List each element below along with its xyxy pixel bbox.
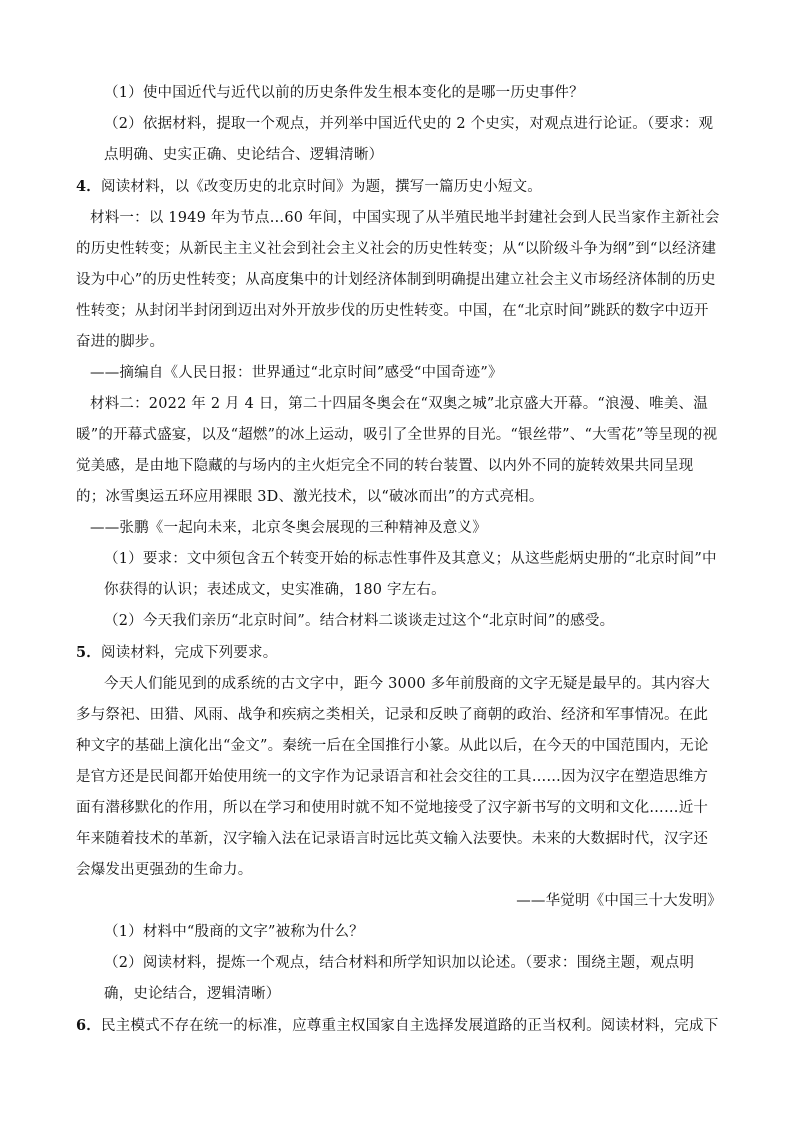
q3-sub1: （1）使中国近代与近代以前的历史条件发生根本变化的是哪一历史事件？ <box>104 85 584 101</box>
q4-stem-text: 阅读材料，以《改变历史的北京时间》为题，撰写一篇历史小短文。 <box>101 179 542 195</box>
q5-sub2: （2）阅读材料，提炼一个观点，结合材料和所学知识加以论述。（要求：围绕主题，观点明确，史论结合，逻辑清晰） <box>104 955 695 1002</box>
q4-sub2: （2）今天我们亲历“北京时间”。结合材料二谈谈走过这个“北京时间”的感受。 <box>104 613 615 629</box>
q4-source2: ——张鹏《一起向未来，北京冬奥会展现的三种精神及意义》 <box>90 520 487 536</box>
q5-source: ——华觉明《中国三十大发明》 <box>516 893 722 909</box>
q4-source1: ——摘编自《人民日报：世界通过“北京时间”感受“中国奇迹”》 <box>90 365 503 381</box>
q5-number: 5． <box>76 644 101 661</box>
q5-stem-text: 阅读材料，完成下列要求。 <box>101 645 278 661</box>
q5-material: 今天人们能见到的成系统的古文字中，距今 3000 多年前殷商的文字无疑是最早的。其内容大多与祭祀、田猎、风雨、战争和疾病之类相关，记录和反映了商朝的政治、经济和军事情况。在此种文字的基础上演化出“金文”。秦统一后在全国推行小篆。从此以后，在今天的中国范围内，无论是官方还是民间都开始使用统一的文字作为记录语言和社会交往的工具……因为汉字在塑造思维方面有潜移默化的作用，所以在学习和使用时就不知不觉地接受了汉字新书写的文明和文化……近十年来随着技术的革新，汉字输入法在记录语言时远比英文输入法要快。未来的大数据时代，汉字还会爆发出更强劲的生命力。 <box>76 676 710 878</box>
q4-sub1: （1）要求：文中须包含五个转变开始的标志性事件及其意义；从这些彪炳史册的“北京时间”中你获得的认识；表述成文，史实准确，180 字左右。 <box>104 551 717 598</box>
q3-sub2: （2）依据材料，提取一个观点，并列举中国近代史的 2 个史实，对观点进行论证。（要求：观点明确、史实正确、史论结合、逻辑清晰） <box>104 116 714 163</box>
q5-sub1: （1）材料中“殷商的文字”被称为什么？ <box>104 924 364 940</box>
q6-stem-text: 民主模式不存在统一的标准，应尊重主权国家自主选择发展道路的正当权利。阅读材料，完成下 <box>101 1018 719 1034</box>
q4-stem <box>76 171 722 203</box>
q6-stem <box>76 1010 722 1042</box>
q5-stem <box>76 637 722 669</box>
q4-material2: 材料二：2022 年 2 月 4 日，第二十四届冬奥会在“双奥之城”北京盛大开幕。“浪漫、唯美、温暖”的开幕式盛宴，以及“超燃”的冰上运动，吸引了全世界的目光。“银丝带”、“大雪花”等呈现的视觉美感，是由地下隐藏的与场内的主火炬完全不同的转台装置、以内外不同的旋转效果共同呈现的；冰雪奥运五环应用裸眼 3D、激光技术，以“破冰而出”的方式亮相。 <box>76 396 718 505</box>
q6-number: 6． <box>76 1017 101 1034</box>
q4-number: 4． <box>76 178 101 195</box>
q4-material1: 材料一：以 1949 年为节点…60 年间，中国实现了从半殖民地半封建社会到人民当家作主新社会的历史性转变；从新民主主义社会到社会主义社会的历史性转变；从“以阶级斗争为纲”到“以经济建设为中心”的历史性转变；从高度集中的计划经济体制到明确提出建立社会主义市场经济体制的历史性转变；从封闭半封闭到迈出对外开放步伐的历史性转变。中国，在“北京时间”跳跃的数字中迈开奋进的脚步。 <box>76 210 720 350</box>
